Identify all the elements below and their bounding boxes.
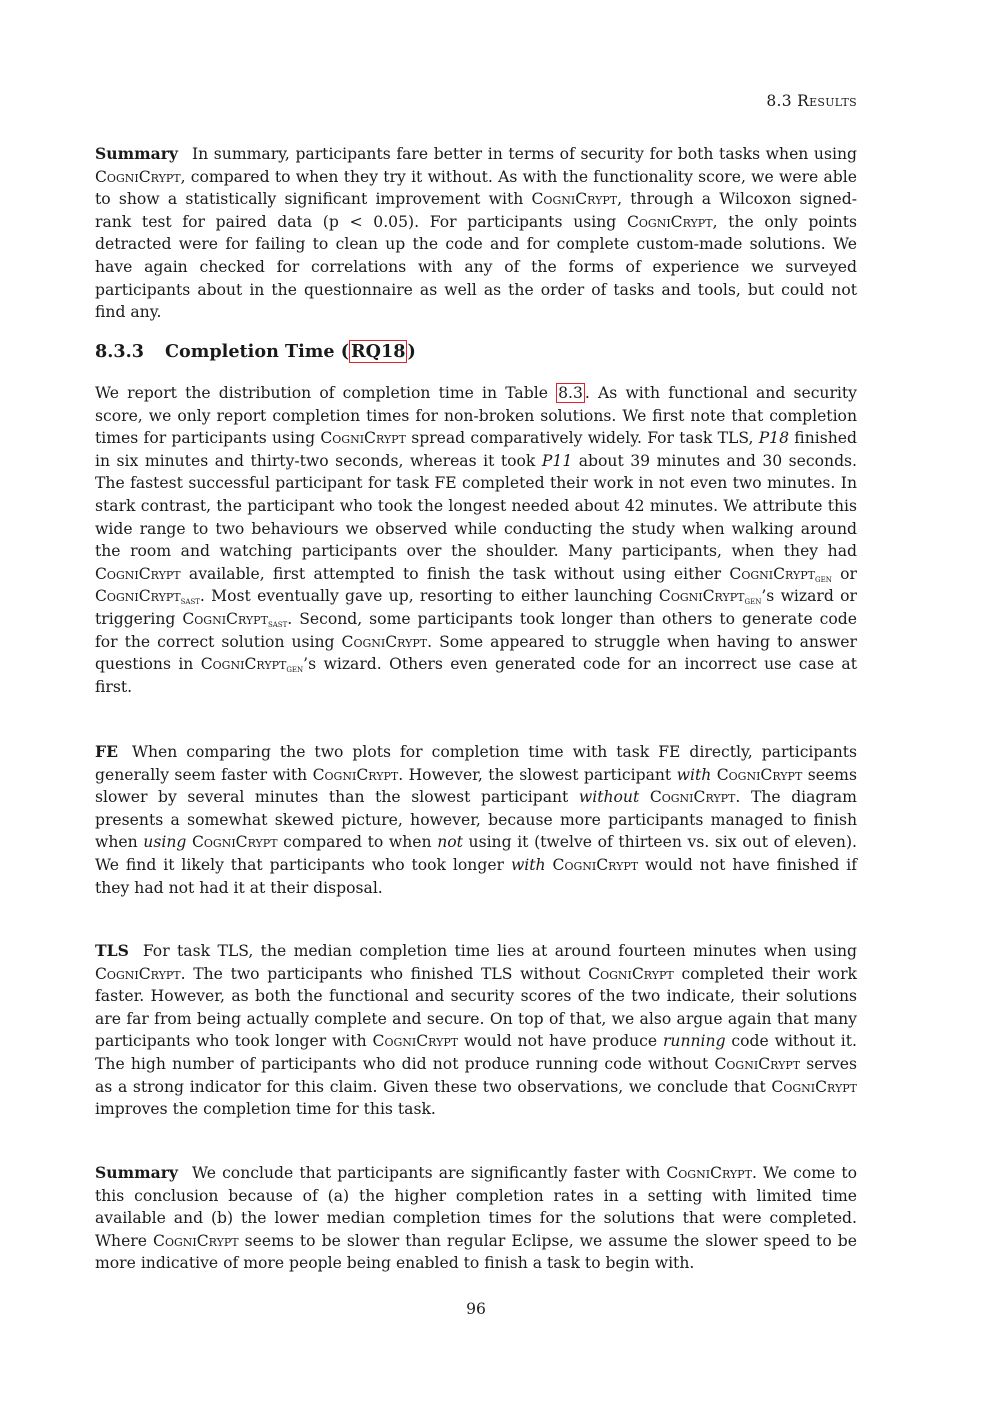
gen-subscript: gen — [815, 573, 832, 585]
gen-subscript: gen — [744, 596, 762, 608]
tool-name: CogniCrypt — [191, 833, 278, 852]
tool-name: CogniCrypt — [552, 855, 639, 874]
tool-name: CogniCrypt — [588, 964, 674, 983]
tool-name: CogniCrypt — [714, 1054, 801, 1073]
tool-name: CogniCrypt — [649, 788, 736, 807]
summary-security-paragraph: Summary In summary, participants fare better in terms of security for both tasks when using CogniCrypt, compared to when they try it without. As with the functionality score, we were able to show a statistically significant improvement with CogniCrypt, through a Wilcoxon signed-rank test for paired data (p < 0.05). For participants using CogniCrypt, the only points detracted were for failing to clean up the code and for complete custom-made solutions. We have again checked for correlations with any of the forms of experience we surveyed participants about in the questionnaire as well as the order of tasks and tools, but could not find any. — [95, 144, 858, 322]
running-header: 8.3 Results — [766, 92, 857, 110]
section-title: Completion Time ( — [165, 341, 350, 362]
paragraph-heading: Summary — [95, 144, 178, 163]
tool-name: CogniCrypt — [200, 655, 287, 674]
tool-name: CogniCrypt — [95, 587, 181, 606]
summary-time-paragraph: Summary We conclude that participants are significantly faster with CogniCrypt. We come to this conclusion because of (a) the higher completion rates in a setting with limited time available and (b) the lower median completion times for the solutions that were completed. Where CogniCrypt seems to be slower than regular Eclipse, we assume the slower speed to be more indicative of more people being enabled to finish a task to begin with. — [95, 1163, 857, 1273]
tool-name: CogniCrypt — [531, 190, 618, 209]
tls-paragraph: TLS For task TLS, the median completion time lies at around fourteen minutes when using CogniCrypt. The two participants who finished TLS without CogniCrypt completed their work faster. However, as both the functional and security scores of the two indicate, their solutions are far from being actually complete and secure. On top of that, we also argue again that many participants who took longer with CogniCrypt would not have produce running code without it. The high number of participants who did not produce running code without CogniCrypt serves as a strong indicator for this claim. Given these two observations, we conclude that CogniCrypt improves the completion time for this task. — [95, 941, 857, 1119]
tool-name: CogniCrypt — [153, 1231, 239, 1250]
completion-time-paragraph: We report the distribution of completion time in Table 8.3 . As with functional and security score, we only report completion times for non-broken solutions. We first note that completion times for participants using CogniCrypt spread comparatively widely. For task TLS, P18 finished in six minutes and thirty-two seconds, whereas it took P11 about 39 minutes and 30 seconds. The fastest successful participant for task FE completed their work in not even two minutes. In stark contrast, the participant who took the longest needed about 42 minutes. We attribute this wide range to two behaviours we observed while conducting the study when walking around the room and watching participants over the shoulder. Many participants, when they had CogniCrypt available, first attempted to finish the task without using either CogniCrypt$_{gen}$ or CogniCrypt$_{sast}$. Most eventually gave up, resorting to either launching CogniCrypt$_{gen}$’s wizard or triggering CogniCrypt$_{sast}$. Second, some participants took longer than others to generate code for the correct solution using CogniCrypt. Some appeared to struggle when having to answer questions in CogniCrypt$_{gen}$’s wizard. Others even generated code for an incorrect use case at first. — [95, 384, 858, 696]
table-8-3-link[interactable]: 8.3 — [558, 384, 583, 402]
participant-p11: P11 — [541, 451, 573, 470]
sast-subscript: sast — [180, 596, 200, 608]
page-number: 96 — [466, 1300, 486, 1318]
tool-name: CogniCrypt — [771, 1077, 857, 1096]
tool-name: CogniCrypt — [341, 632, 428, 651]
tool-name: CogniCrypt — [729, 564, 816, 583]
tool-name: CogniCrypt — [95, 964, 181, 983]
tool-name: CogniCrypt — [312, 765, 399, 784]
rq18-link[interactable]: RQ18 — [351, 341, 406, 362]
tool-name: CogniCrypt — [666, 1164, 752, 1182]
section-heading: 8.3.3 Completion Time ( RQ18 ) — [95, 341, 416, 362]
tool-name: CogniCrypt — [626, 212, 713, 231]
tool-name: CogniCrypt — [320, 429, 406, 448]
tool-name: CogniCrypt — [182, 609, 268, 628]
tool-name: CogniCrypt — [95, 564, 181, 583]
tool-name: CogniCrypt — [95, 167, 181, 186]
sast-subscript: sast — [267, 618, 288, 630]
participant-p18: P18 — [758, 429, 790, 448]
gen-subscript: gen — [286, 664, 304, 676]
paragraph-heading: FE — [95, 742, 118, 761]
paragraph-heading: Summary — [95, 1163, 178, 1182]
tool-name: CogniCrypt — [716, 765, 803, 784]
fe-paragraph: FE When comparing the two plots for completion time with task FE directly, participants generally seem faster with CogniCrypt. However, the slowest participant with CogniCrypt seems slower by several minutes than the slowest participant without CogniCrypt. The diagram presents a somewhat skewed picture, however, because more participants managed to finish when using CogniCrypt compared to when not using it (twelve of thirteen vs. six out of eleven). We find it likely that participants who took longer with CogniCrypt would not have finished if they had not had it at their disposal. — [95, 742, 857, 897]
paragraph-heading: TLS — [95, 941, 129, 960]
section-number: 8.3.3 — [95, 341, 144, 362]
tool-name: CogniCrypt — [372, 1032, 459, 1051]
tool-name: CogniCrypt — [658, 587, 745, 606]
